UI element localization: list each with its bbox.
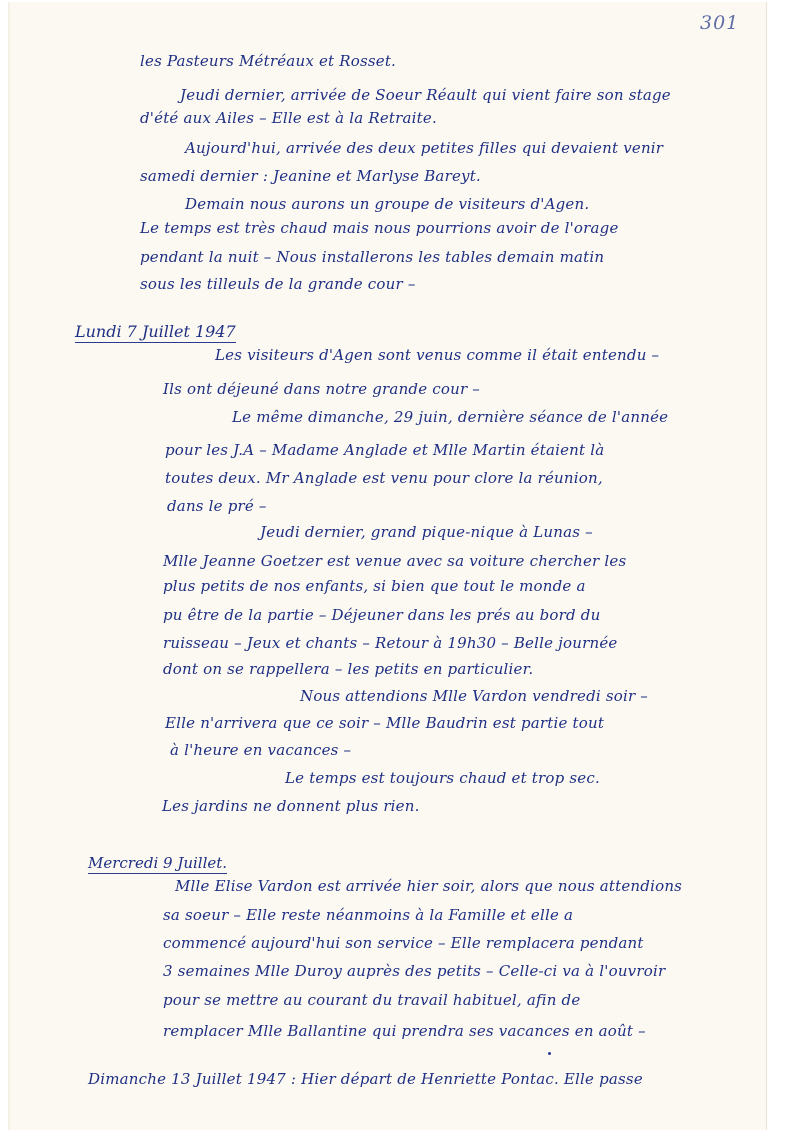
text-line: Mlle Jeanne Goetzer est venue avec sa voiture chercher les (163, 552, 627, 570)
text-line: Jeudi dernier, arrivée de Soeur Réault qui vient faire son stage (180, 86, 671, 104)
date-heading: Mercredi 9 Juillet. (88, 854, 228, 872)
date-heading: Lundi 7 Juillet 1947 (75, 322, 236, 341)
text-line: à l'heure en vacances – (170, 741, 352, 759)
text-line: plus petits de nos enfants, si bien que tout le monde a (163, 577, 586, 595)
text-line: commencé aujourd'hui son service – Elle remplacera pendant (163, 934, 644, 952)
text-line: dans le pré – (167, 497, 267, 515)
text-line: pendant la nuit – Nous installerons les tables demain matin (140, 248, 605, 266)
text-line: samedi dernier : Jeanine et Marlyse Bareyt. (140, 167, 481, 185)
text-line: sous les tilleuls de la grande cour – (140, 275, 416, 293)
text-line: Le temps est très chaud mais nous pourrions avoir de l'orage (140, 219, 619, 237)
text-line: les Pasteurs Métréaux et Rosset. (140, 52, 397, 70)
text-line: pu être de la partie – Déjeuner dans les prés au bord du (163, 606, 601, 624)
text-line: remplacer Mlle Ballantine qui prendra ses vacances en août – (163, 1022, 646, 1040)
text-line: Demain nous aurons un groupe de visiteurs d'Agen. (185, 195, 590, 213)
text-line: dont on se rappellera – les petits en particulier. (163, 660, 534, 678)
text-line: Elle n'arrivera que ce soir – Mlle Baudrin est partie tout (165, 714, 605, 732)
text-line: Les jardins ne donnent plus rien. (162, 797, 420, 815)
text-line: Dimanche 13 Juillet 1947 : Hier départ de Henriette Pontac. Elle passe (88, 1070, 643, 1088)
text-line: sa soeur – Elle reste néanmoins à la Famille et elle a (163, 906, 574, 924)
text-line: Le même dimanche, 29 juin, dernière séance de l'année (232, 408, 669, 426)
text-line: toutes deux. Mr Anglade est venu pour clore la réunion, (165, 469, 603, 487)
text-line: Jeudi dernier, grand pique-nique à Lunas – (260, 523, 593, 541)
page-number: 301 (700, 12, 740, 34)
text-line: pour les J.A – Madame Anglade et Mlle Martin étaient là (165, 441, 605, 459)
text-line: ruisseau – Jeux et chants – Retour à 19h30 – Belle journée (163, 634, 618, 652)
text-line: Le temps est toujours chaud et trop sec. (285, 769, 600, 787)
text-line: Nous attendions Mlle Vardon vendredi soir – (300, 687, 648, 705)
text-line: d'été aux Ailes – Elle est à la Retraite. (140, 109, 437, 127)
text-line: Mlle Elise Vardon est arrivée hier soir, alors que nous attendions (175, 877, 683, 895)
text-line: 3 semaines Mlle Duroy auprès des petits – Celle-ci va à l'ouvroir (163, 962, 666, 980)
text-line: Aujourd'hui, arrivée des deux petites filles qui devaient venir (185, 139, 664, 157)
text-line: Les visiteurs d'Agen sont venus comme il était entendu – (215, 346, 660, 364)
text-line: Ils ont déjeuné dans notre grande cour – (163, 380, 481, 398)
ink-dot (548, 1052, 551, 1055)
text-line: pour se mettre au courant du travail habituel, afin de (163, 991, 581, 1009)
